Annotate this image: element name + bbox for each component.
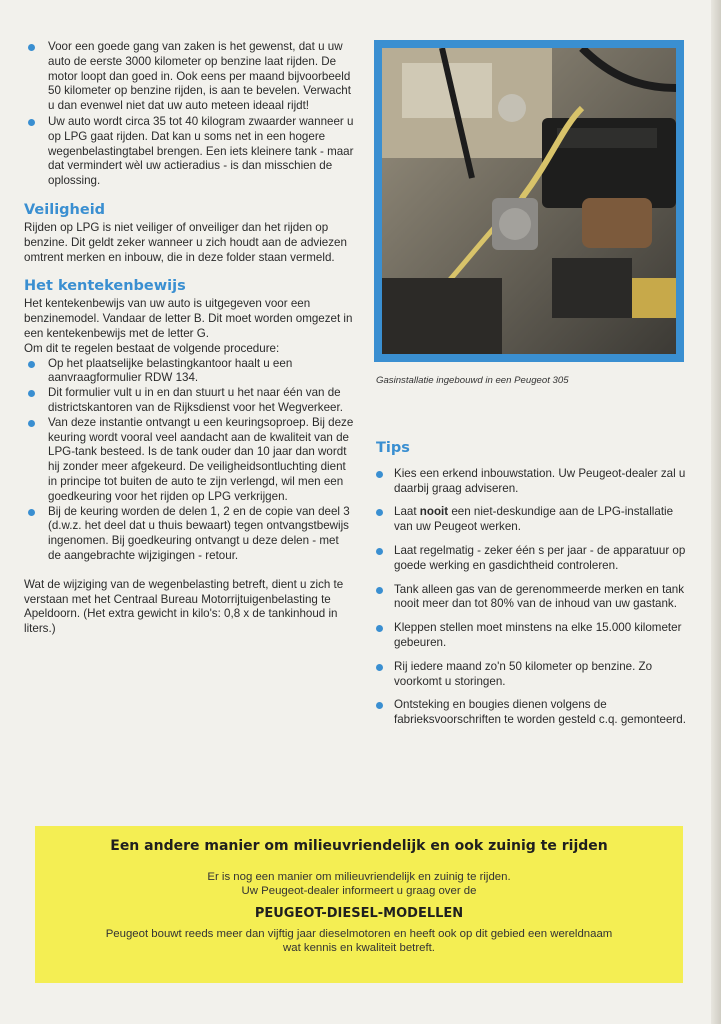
section-title-tips: Tips [376, 439, 410, 456]
procedure-intro: Om dit te regelen bestaat de volgende procedure: [24, 341, 280, 355]
list-item: Laat regelmatig - zeker één s per jaar - de apparatuur op goede werking en gasdichtheid controleren. [372, 544, 690, 574]
list-item: Van deze instantie ontvangt u een keuringsoproep. Bij deze keuring wordt vooral veel aandacht aan de kwaliteit van de LPG-tank besteed. Is de tank ouder dan 10 jaar dan wordt hij zonder meer afgekeurd. De veiligheidsontluchting dient in principe tot buiten de auto te zijn verlengd, wil men een goedkeuring voor het rijden op LPG verkrijgen. [24, 416, 354, 505]
diesel-box-closing-1: Peugeot bouwt reeds meer dan vijftig jaar dieselmotoren en heeft ook op dit gebied een wereldnaam [105, 928, 613, 940]
tips-section [372, 439, 690, 728]
list-item: Uw auto wordt circa 35 tot 40 kilogram zwaarder wanneer u op LPG gaat rijden. Dat kan u soms net in een hogere wegenbelastingtabel brengen. Een iets kleinere tank - maar dat vermindert wèl uw actieradius - is dan misschien de oplossing. [24, 115, 354, 189]
list-item: Tank alleen gas van de gerenommeerde merken en tank nooit meer dan tot 80% van de inhoud van uw gastank. [372, 583, 690, 613]
engine-photo [382, 48, 676, 354]
engine-photo-illustration [382, 48, 676, 354]
kentekenbewijs-text: Het kentekenbewijs van uw auto is uitgegeven voor een benzinemodel. Vandaar de letter B. Dit moet worden omgezet in een kentekenbewijs met de letter G. [24, 297, 353, 340]
diesel-box-closing-2: wat kennis en kwaliteit betreft. [283, 942, 435, 954]
diesel-info-box [35, 826, 683, 983]
photo-caption: Gasinstallatie ingebouwd in een Peugeot 305 [376, 375, 569, 386]
list-item: Kies een erkend inbouwstation. Uw Peugeot-dealer zal u daarbij graag adviseren. [372, 467, 690, 497]
list-item: Laat nooit een niet-deskundige aan de LPG-installatie van uw Peugeot werken. [372, 505, 690, 535]
list-item: Bij de keuring worden de delen 1, 2 en de copie van deel 3 (d.w.z. het deel dat u thuis bewaart) tegen ontvangstbewijs ingenomen. Bij goedkeuring ontvangt u deze delen - met de aangebrachte wijzigingen - retour. [24, 505, 354, 564]
page-edge [711, 0, 721, 1024]
tips-list [372, 467, 690, 728]
list-item: Voor een goede gang van zaken is het gewenst, dat u uw auto de eerste 3000 kilometer op benzine laat rijden. De motor loopt dan goed in. Ook eens per maand bijvoorbeeld 50 kilometer op benzine rijden, is aan te bevelen. Verwacht u dan evenwel niet dat uw auto meteen ideaal rijdt! [24, 40, 354, 114]
list-item: Rij iedere maand zo'n 50 kilometer op benzine. Zo voorkomt u storingen. [372, 660, 690, 690]
list-item: Dit formulier vult u in en dan stuurt u het naar één van de districtskantoren van de Rijksdienst voor het Wegverkeer. [24, 386, 354, 416]
closing-text: Wat de wijziging van de wegenbelasting betreft, dient u zich te verstaan met het Centraal Bureau Motorrijtuigenbelasting te Apeldoorn. (Het extra gewicht in kilo's: 0,8 x de tankinhoud in liters.) [24, 577, 344, 636]
section-title-kentekenbewijs: Het kentekenbewijs [24, 278, 186, 295]
diesel-box-text-2: Uw Peugeot-dealer informeert u graag over de [241, 885, 477, 897]
section-title-veiligheid: Veiligheid [24, 201, 106, 218]
diesel-box-title: Een andere manier om milieuvriendelijk en ook zuinig te rijden [110, 838, 608, 854]
veiligheid-text: Rijden op LPG is niet veiliger of onveiliger dan het rijden op benzine. Dit geldt zeker wanneer u zich houdt aan de adviezen omtrent merken en inbouw, die in deze folder staan vermeld. [24, 220, 347, 264]
list-item: Ontsteking en bougies dienen volgens de fabrieksvoorschriften te worden gesteld c.q. gemonteerd. [372, 698, 690, 728]
photo-frame [374, 40, 684, 362]
intro-bullet-list [24, 40, 354, 189]
right-column [372, 40, 690, 737]
diesel-box-subtitle: PEUGEOT-DIESEL-MODELLEN [254, 906, 464, 921]
list-item: Kleppen stellen moet minstens na elke 15.000 kilometer gebeuren. [372, 621, 690, 651]
procedure-steps [24, 357, 354, 564]
left-column [24, 40, 354, 637]
diesel-box-text-1: Er is nog een manier om milieuvriendelijk en zuinig te rijden. [207, 871, 511, 883]
list-item: Op het plaatselijke belastingkantoor haalt u een aanvraagformulier RDW 134. [24, 357, 354, 387]
